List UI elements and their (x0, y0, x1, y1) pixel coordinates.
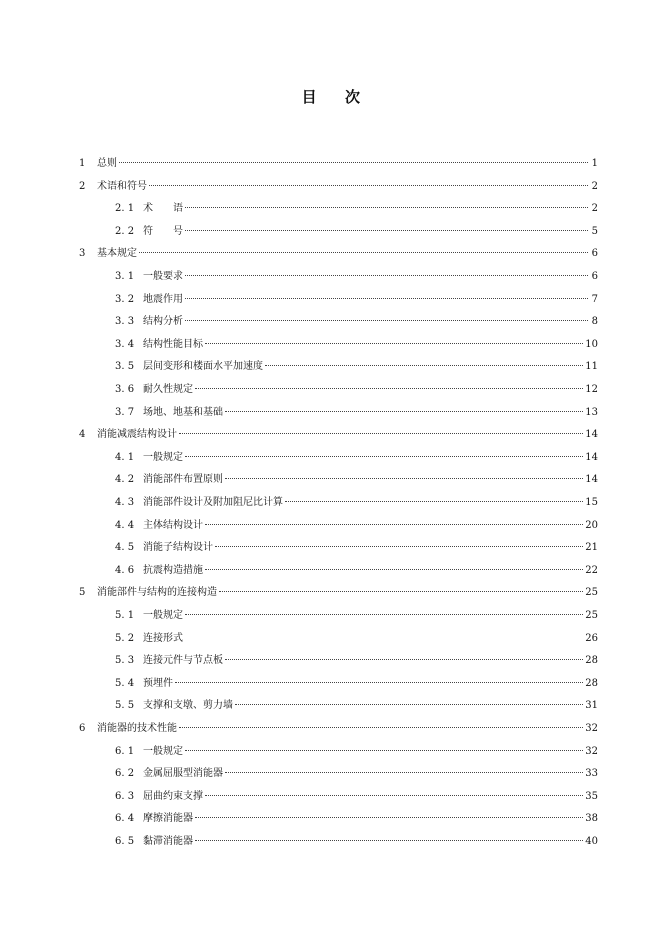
toc-chapter-entry[interactable] (79, 719, 598, 739)
toc-entry-number: 2. 2 (115, 225, 135, 237)
toc-entry-page-number: 26 (585, 632, 598, 644)
toc-entry-number: 5. 1 (115, 610, 135, 621)
toc-entry-label: 抗震构造措施 (143, 564, 203, 576)
toc-entry-page-number: 10 (585, 338, 598, 350)
toc-entry-page-number: 22 (585, 564, 598, 576)
toc-section-entry[interactable] (115, 199, 598, 219)
toc-entry-number: 3 (79, 248, 86, 260)
toc-entry-label: 术 语 (143, 203, 183, 215)
toc-entry-page-number: 2 (591, 180, 598, 192)
toc-section-entry[interactable] (115, 357, 598, 377)
toc-section-entry[interactable] (115, 629, 598, 649)
toc-leader-dots (225, 659, 583, 660)
toc-entry-number: 3. 2 (115, 293, 135, 305)
toc-entry-label: 结构性能目标 (143, 338, 203, 350)
toc-entry-number: 5. 3 (115, 655, 135, 667)
toc-leader-dots (185, 456, 583, 457)
toc-entry-label: 连接元件与节点板 (143, 655, 223, 667)
toc-leader-dots (149, 185, 588, 186)
toc-leader-dots (185, 275, 588, 276)
toc-entry-page-number: 28 (585, 677, 598, 689)
toc-entry-page-number: 32 (585, 723, 598, 734)
toc-section-entry[interactable] (115, 832, 598, 852)
toc-leader-dots (219, 591, 583, 592)
toc-entry-number: 4. 1 (115, 451, 135, 463)
toc-entry-label: 消能部件与结构的连接构造 (97, 587, 217, 599)
toc-entry-number: 3. 3 (115, 316, 135, 328)
toc-section-entry[interactable] (115, 516, 598, 536)
toc-entry-number: 3. 1 (115, 271, 135, 282)
toc-leader-dots (205, 569, 583, 570)
toc-entry-page-number: 14 (585, 429, 598, 441)
toc-section-entry[interactable] (115, 403, 598, 423)
toc-entry-label: 一般规定 (143, 610, 183, 621)
toc-leader-dots (179, 433, 583, 434)
toc-section-entry[interactable] (115, 742, 598, 762)
toc-section-entry[interactable] (115, 538, 598, 558)
toc-leader-dots (139, 252, 588, 253)
toc-entry-number: 2 (79, 180, 86, 192)
toc-entry-label: 连接形式 (143, 632, 183, 644)
toc-entry-number: 4. 5 (115, 542, 135, 554)
toc-entry-number: 5. 5 (115, 700, 135, 712)
toc-entry-page-number: 25 (585, 587, 598, 599)
toc-section-entry[interactable] (115, 448, 598, 468)
toc-entry-label: 地震作用 (143, 293, 183, 305)
page-title (0, 86, 662, 107)
toc-entry-label: 层间变形和楼面水平加速度 (143, 361, 263, 373)
toc-entry-number: 3. 7 (115, 406, 135, 418)
toc-chapter-entry[interactable] (79, 583, 598, 603)
toc-section-entry[interactable] (115, 674, 598, 694)
toc-section-entry[interactable] (115, 335, 598, 355)
toc-entry-page-number: 20 (585, 519, 598, 531)
toc-entry-page-number: 7 (591, 293, 598, 305)
toc-entry-number: 4. 6 (115, 564, 135, 576)
toc-entry-label: 屈曲约束支撑 (143, 790, 203, 802)
toc-entry-label: 摩擦消能器 (143, 813, 193, 825)
toc-entry-label: 耐久性规定 (143, 384, 193, 395)
toc-entry-number: 6 (79, 723, 86, 734)
toc-entry-page-number: 28 (585, 655, 598, 667)
toc-entry-label: 符 号 (143, 225, 183, 237)
toc-entry-number: 5 (79, 587, 86, 599)
toc-entry-page-number: 5 (591, 225, 598, 237)
toc-leader-dots (225, 772, 583, 773)
toc-entry-number: 3. 6 (115, 384, 135, 395)
toc-entry-page-number: 15 (585, 497, 598, 508)
toc-entry-label: 消能部件设计及附加阻尼比计算 (143, 497, 283, 508)
toc-chapter-entry[interactable] (79, 425, 598, 445)
toc-chapter-entry[interactable] (79, 154, 598, 174)
toc-entry-label: 一般要求 (143, 271, 183, 282)
toc-entry-page-number: 8 (591, 316, 598, 328)
toc-leader-dots (285, 501, 583, 502)
toc-entry-number: 6. 5 (115, 836, 135, 847)
toc-section-entry[interactable] (115, 267, 598, 287)
toc-entry-label: 一般规定 (143, 745, 183, 757)
toc-section-entry[interactable] (115, 764, 598, 784)
toc-leader-dots (185, 230, 588, 231)
toc-entry-number: 4 (79, 429, 86, 441)
toc-entry-label: 黏滞消能器 (143, 836, 193, 847)
toc-entry-label: 消能部件布置原则 (143, 474, 223, 486)
toc-leader-dots (235, 704, 583, 705)
toc-section-entry[interactable] (115, 606, 598, 626)
toc-entry-number: 5. 2 (115, 632, 135, 644)
toc-entry-page-number: 32 (585, 745, 598, 757)
toc-entry-number: 6. 4 (115, 813, 135, 825)
toc-leader-dots (185, 298, 588, 299)
toc-leader-dots (195, 817, 583, 818)
toc-section-entry[interactable] (115, 696, 598, 716)
toc-leader-dots (185, 320, 588, 321)
toc-section-entry[interactable] (115, 312, 598, 332)
toc-entry-number: 4. 4 (115, 519, 135, 531)
toc-entry-label: 结构分析 (143, 316, 183, 328)
toc-chapter-entry[interactable] (79, 177, 598, 197)
toc-entry-page-number: 2 (591, 203, 598, 215)
toc-entry-label: 一般规定 (143, 451, 183, 463)
toc-leader-dots (185, 750, 583, 751)
toc-entry-number: 3. 5 (115, 361, 135, 373)
toc-entry-page-number: 33 (585, 768, 598, 780)
toc-leader-dots (225, 478, 583, 479)
toc-entry-page-number: 11 (585, 361, 598, 373)
toc-entry-page-number: 6 (591, 248, 598, 260)
toc-section-entry[interactable] (115, 651, 598, 671)
toc-entry-number: 6. 1 (115, 745, 135, 757)
toc-entry-page-number: 31 (585, 700, 598, 712)
toc-entry-page-number: 21 (585, 542, 598, 554)
toc-entry-page-number: 14 (585, 474, 598, 486)
toc-entry-label: 金属屈服型消能器 (143, 768, 223, 780)
toc-entry-number: 1 (79, 158, 86, 169)
toc-entry-page-number: 13 (585, 406, 598, 418)
toc-leader-dots (195, 388, 583, 389)
toc-leader-dots (175, 682, 583, 683)
toc-section-entry[interactable] (115, 290, 598, 310)
toc-section-entry[interactable] (115, 493, 598, 513)
toc-entry-label: 基本规定 (97, 248, 137, 260)
toc-entry-label: 支撑和支墩、剪力墙 (143, 700, 233, 712)
toc-entry-label: 场地、地基和基础 (143, 406, 223, 418)
toc-entry-label: 术语和符号 (97, 180, 147, 192)
toc-section-entry[interactable] (115, 561, 598, 581)
toc-entry-label: 预埋件 (143, 677, 173, 689)
toc-leader-dots (185, 614, 583, 615)
toc-section-entry[interactable] (115, 222, 598, 242)
toc-entry-label: 总则 (97, 158, 117, 169)
toc-leader-dots (185, 207, 588, 208)
toc-entry-page-number: 38 (585, 813, 598, 825)
title-part-2: 次 (345, 88, 361, 106)
toc-entry-label: 消能子结构设计 (143, 542, 213, 554)
toc-entry-number: 6. 3 (115, 790, 135, 802)
toc-leader-dots (215, 546, 583, 547)
toc-leader-dots (195, 840, 583, 841)
toc-entry-page-number: 14 (585, 451, 598, 463)
toc-section-entry[interactable] (115, 380, 598, 400)
toc-entry-number: 5. 4 (115, 677, 135, 689)
toc-entry-page-number: 40 (585, 836, 598, 847)
toc-entry-page-number: 1 (591, 158, 598, 169)
toc-section-entry[interactable] (115, 809, 598, 829)
toc-leader-dots (205, 524, 583, 525)
toc-section-entry[interactable] (115, 787, 598, 807)
toc-entry-number: 4. 3 (115, 497, 135, 508)
toc-leader-dots (179, 727, 583, 728)
toc-entry-page-number: 35 (585, 790, 598, 802)
toc-chapter-entry[interactable] (79, 244, 598, 264)
toc-section-entry[interactable] (115, 470, 598, 490)
toc-entry-label: 主体结构设计 (143, 519, 203, 531)
toc-entry-number: 2. 1 (115, 203, 135, 215)
title-part-1: 目 (301, 88, 317, 106)
toc-entry-page-number: 25 (585, 610, 598, 621)
toc-entry-label: 消能器的技术性能 (97, 723, 177, 734)
toc-entry-number: 6. 2 (115, 768, 135, 780)
toc-entry-page-number: 12 (585, 384, 598, 395)
toc-entry-page-number: 6 (591, 271, 598, 282)
toc-leader-dots (205, 795, 583, 796)
toc-leader-dots (225, 411, 583, 412)
toc-entry-number: 4. 2 (115, 474, 135, 486)
toc-leader-dots (205, 343, 583, 344)
toc-leader-dots (265, 365, 583, 366)
toc-leader-dots (119, 162, 588, 163)
toc-entry-label: 消能减震结构设计 (97, 429, 177, 441)
toc-entry-number: 3. 4 (115, 338, 135, 350)
